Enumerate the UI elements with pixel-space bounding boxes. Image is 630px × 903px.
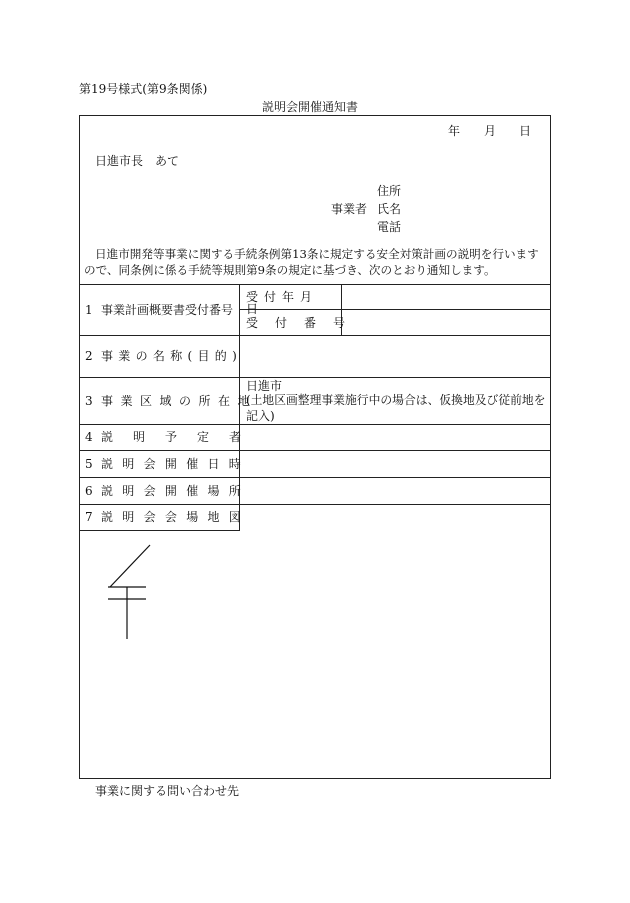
contact-label: 事業に関する問い合わせ先 <box>95 784 240 798</box>
date-day: 日 <box>519 124 532 138</box>
north-arrow-icon <box>104 543 164 643</box>
row4-value[interactable] <box>246 431 546 445</box>
row5-label: 説明会開催日時 <box>101 457 251 471</box>
row3-value-line1: 日進市 <box>246 379 283 393</box>
row2-value[interactable] <box>246 350 546 364</box>
row5-bottom-border <box>79 477 551 478</box>
row6-bottom-border <box>79 504 551 505</box>
row6-number: 6 <box>85 484 93 498</box>
row3-bottom-border <box>79 424 551 425</box>
body-text-line2: ので、同条例に係る手続等規則第9条の規定に基づき、次のとおり通知します。 <box>84 263 496 277</box>
row1-number: 1 <box>85 303 93 317</box>
row5-number: 5 <box>85 457 93 471</box>
row2-bottom-border <box>79 377 551 378</box>
row3-label: 事業区域の所在地 <box>101 394 258 408</box>
row1-sub2-label: 受付番号 <box>246 316 363 330</box>
row6-value[interactable] <box>246 485 546 499</box>
row1-bottom-border <box>79 335 551 336</box>
form-number: 第19号様式(第9条関係) <box>79 82 208 96</box>
row3-number: 3 <box>85 394 93 408</box>
row1-label: 事業計画概要書受付番号 <box>101 303 234 317</box>
row3-value-line3: 記入) <box>246 409 275 423</box>
row4-bottom-border <box>79 450 551 451</box>
applicant-address-label: 住所 <box>377 184 402 198</box>
row1-sub1-text: 受付年月日 <box>246 290 319 316</box>
date-month: 月 <box>484 124 497 138</box>
row2-number: 2 <box>85 349 93 363</box>
document-title: 説明会開催通知書 <box>262 100 359 114</box>
map-area[interactable] <box>80 531 550 778</box>
row2-label: 事業の名称(目的) <box>101 349 243 363</box>
row7-label: 説明会会場地図 <box>101 510 251 524</box>
row6-label: 説明会開催場所 <box>101 484 251 498</box>
date-year: 年 <box>448 124 461 138</box>
addressee: 日進市長 あて <box>95 154 180 168</box>
row4-label: 説明予定者 <box>101 430 262 444</box>
row1-sub1-value[interactable] <box>346 291 546 305</box>
row5-value[interactable] <box>246 458 546 472</box>
row3-value-line2: (土地区画整理事業施行中の場合は、仮換地及び従前地を <box>246 393 546 407</box>
applicant-role-label: 事業者 <box>331 202 368 216</box>
body-text-line1: 日進市開発等事業に関する手続条例第13条に規定する安全対策計画の説明を行います <box>95 247 539 261</box>
row1-sub2-value[interactable] <box>346 317 546 331</box>
row1-sub1-label <box>246 291 334 315</box>
row7-number: 7 <box>85 510 93 524</box>
table-top-border <box>79 284 551 285</box>
applicant-phone-label: 電話 <box>377 220 402 234</box>
applicant-name-label: 氏名 <box>377 202 402 216</box>
row4-number: 4 <box>85 430 93 444</box>
